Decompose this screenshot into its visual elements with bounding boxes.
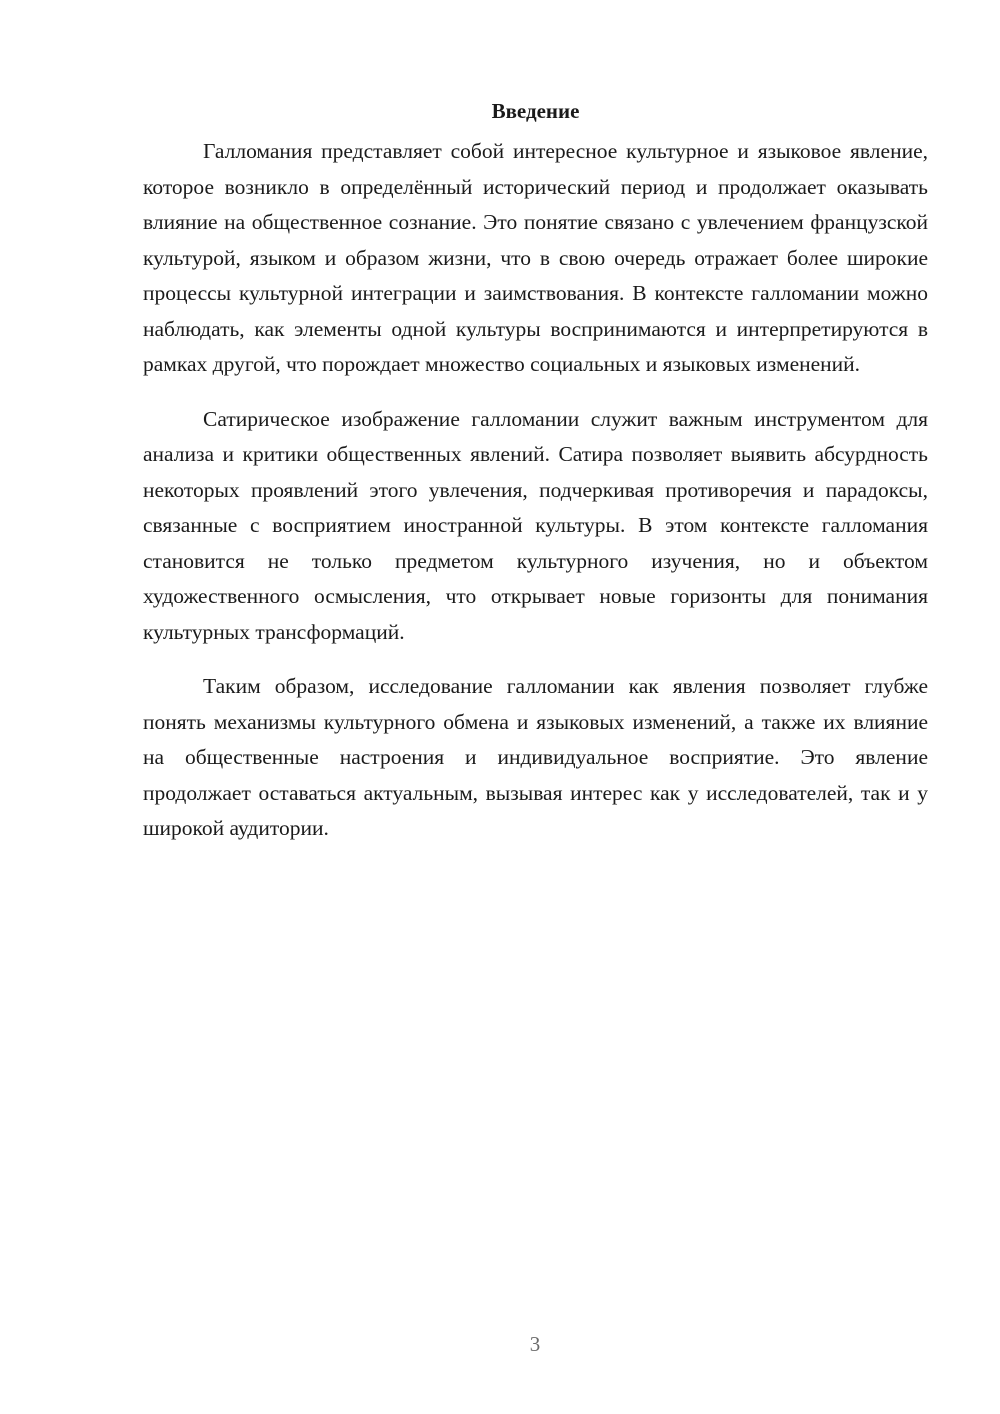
page-content (143, 96, 928, 866)
paragraph-3: Таким образом, исследование галломании как явления позволяет глубже понять механизмы культурного обмена и языковых изменений, а также их влияние на общественные настроения и индивидуальное восприятие. Это явление продолжает оставаться актуальным, вызывая интерес как у исследователей, так и у широкой аудитории. (143, 674, 928, 840)
paragraph-2: Сатирическое изображение галломании служит важным инструментом для анализа и критики общественных явлений. Сатира позволяет выявить абсурдность некоторых проявлений этого увлечения, подчеркивая противоречия и парадоксы, связанные с восприятием иностранной культуры. В этом контексте галломания становится не только предметом культурного изучения, но и объектом художественного осмысления, что открывает новые горизонты для понимания культурных трансформаций. (143, 406, 928, 644)
page-number: 3 (529, 1332, 541, 1356)
paragraph-1: Галломания представляет собой интересное культурное и языковое явление, которое возникло в определённый исторический период и продолжает оказывать влияние на общественное сознание. Это понятие связано с увлечением французской культурой, языком и образом жизни, что в свою очередь отражает более широкие процессы культурной интеграции и заимствования. В контексте галломании можно наблюдать, как элементы одной культуры воспринимаются и интерпретируются в рамках другой, что порождает множество социальных и языковых изменений. (143, 139, 928, 376)
section-heading: Введение (491, 99, 580, 123)
